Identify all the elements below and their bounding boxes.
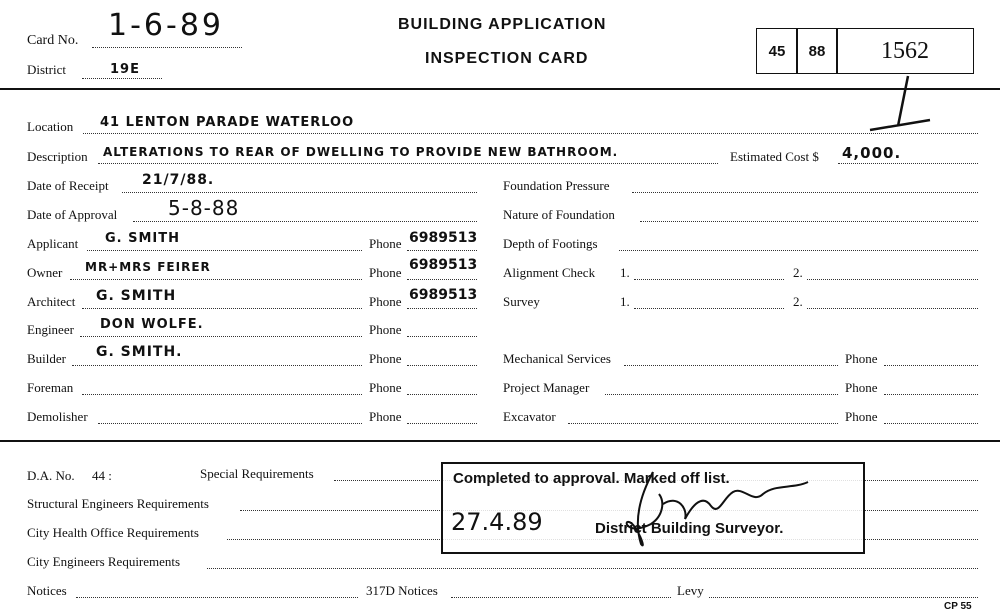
foreman-label: Foreman [27,380,74,395]
city-eng-label: City Engineers Requirements [27,554,181,569]
depth-footings-label: Depth of Footings [503,236,598,251]
owner-value: MR+MRS FEIRER [85,260,211,274]
foundation-pressure-dots [632,192,978,193]
health-label: City Health Office Requirements [27,525,199,540]
demolisher-label: Demolisher [27,409,88,424]
mechanical-dots [624,365,838,366]
alignment-one-label: 1. [620,265,630,280]
owner-dots [70,279,362,280]
foreman-phone-dots [407,394,477,395]
box-num3-text: 1562 [881,37,929,64]
survey-one-label: 1. [620,294,630,309]
date-receipt-dots [122,192,477,193]
builder-dots [72,365,362,366]
engineer-dots [80,336,362,337]
box-num1 [756,28,798,74]
foundation-pressure-label: Foundation Pressure [503,178,610,193]
district-value: 19E [110,62,140,77]
architect-dots [82,308,362,309]
depth-footings-dots [619,250,978,251]
district-label: District [27,62,66,77]
owner-label: Owner [27,265,63,280]
builder-phone-dots [407,365,477,366]
levy-label: Levy [677,583,704,598]
box-num2-text: 88 [808,42,826,60]
surveyor-signature [593,464,843,554]
applicant-phone-value: 6989513 [409,230,478,246]
description-label: Description [27,149,88,164]
description-dots [98,163,718,164]
form-code: CP 55 [944,601,972,612]
alignment-check-label: Alignment Check [503,265,596,280]
engineer-label: Engineer [27,322,74,337]
estimated-cost-value: 4,000. [842,144,902,162]
mechanical-phone-label: Phone [845,351,878,366]
box-num1-text: 45 [768,42,786,60]
district-dots [82,78,162,79]
title-line2: INSPECTION CARD [425,50,589,67]
notices-dots [76,597,358,598]
mechanical-phone-dots [884,365,978,366]
project-manager-label: Project Manager [503,380,590,395]
location-value: 41 LENTON PARADE WATERLOO [100,115,355,130]
owner-phone-label: Phone [369,265,402,280]
alignment-one-dots [634,279,784,280]
survey-label: Survey [503,294,540,309]
stamp-line2: District Building Surveyor. [595,520,784,537]
applicant-phone-dots [407,250,477,251]
estimated-cost-label: Estimated Cost $ [730,149,819,164]
location-dots [83,133,978,134]
card-no-label: Card No. [27,33,79,48]
da-no-value: 44 : [92,468,112,483]
engineer-phone-label: Phone [369,322,402,337]
engineer-value: DON WOLFE. [100,317,204,332]
pen-mark [860,74,940,134]
demolisher-phone-label: Phone [369,409,402,424]
box-num3 [836,28,974,74]
survey-two-label: 2. [793,294,803,309]
project-manager-dots [605,394,838,395]
estimated-cost-dots [838,163,978,164]
applicant-label: Applicant [27,236,79,251]
foreman-dots [82,394,362,395]
builder-label: Builder [27,351,66,366]
excavator-label: Excavator [503,409,556,424]
foreman-phone-label: Phone [369,380,402,395]
date-receipt-value: 21/7/88. [142,172,215,188]
engineer-phone-dots [407,336,477,337]
nature-foundation-label: Nature of Foundation [503,207,615,222]
owner-phone-value: 6989513 [409,257,478,273]
date-approval-label: Date of Approval [27,207,118,222]
notices-317d-label: 317D Notices [366,583,438,598]
card-no-dots [92,47,242,48]
builder-value: G. SMITH. [96,344,183,360]
box-num2 [796,28,838,74]
survey-one-dots [634,308,784,309]
architect-phone-label: Phone [369,294,402,309]
demolisher-phone-dots [407,423,477,424]
stamp-date: 27.4.89 [451,508,543,536]
architect-value: G. SMITH [96,288,177,304]
owner-phone-dots [407,279,477,280]
project-manager-phone-dots [884,394,978,395]
applicant-value: G. SMITH [105,231,181,246]
excavator-dots [568,423,838,424]
stamp-line1: Completed to approval. Marked off list. [453,470,730,487]
excavator-phone-label: Phone [845,409,878,424]
completion-stamp [441,462,865,554]
structural-label: Structural Engineers Requirements [27,496,209,511]
excavator-phone-dots [884,423,978,424]
description-value: ALTERATIONS TO REAR OF DWELLING TO PROVIDE NEW BATHROOM. [103,145,619,159]
builder-phone-label: Phone [369,351,402,366]
notices-label: Notices [27,583,67,598]
title-line1: BUILDING APPLICATION [398,16,607,33]
survey-two-dots [807,308,978,309]
demolisher-dots [98,423,362,424]
city-eng-dots [207,568,978,569]
architect-phone-value: 6989513 [409,287,478,303]
architect-label: Architect [27,294,76,309]
date-receipt-label: Date of Receipt [27,178,109,193]
levy-dots [709,597,978,598]
nature-foundation-dots [640,221,978,222]
project-manager-phone-label: Phone [845,380,878,395]
applicant-phone-label: Phone [369,236,402,251]
alignment-two-label: 2. [793,265,803,280]
notices-317d-dots [451,597,671,598]
location-label: Location [27,119,74,134]
divider-top [0,88,1000,90]
applicant-dots [87,250,362,251]
da-no-label: D.A. No. [27,468,75,483]
card-no-value: 1-6-89 [108,8,224,43]
date-approval-value: 5-8-88 [168,196,240,220]
architect-phone-dots [407,308,477,309]
special-req-label: Special Requirements [200,466,314,481]
alignment-two-dots [807,279,978,280]
date-approval-dots [133,221,477,222]
mechanical-label: Mechanical Services [503,351,611,366]
divider-bottom [0,440,1000,442]
